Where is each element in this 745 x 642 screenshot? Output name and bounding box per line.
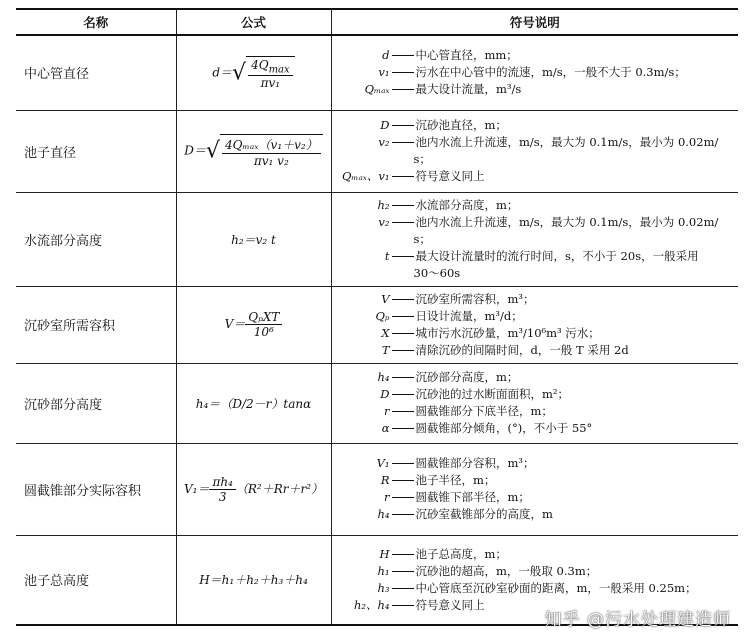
symbol-name: h₂ bbox=[377, 197, 390, 212]
row-symbols bbox=[331, 286, 738, 363]
symbol-name: v₂ bbox=[378, 135, 390, 149]
symbol-desc-cont: s； bbox=[413, 231, 431, 246]
row-symbols bbox=[331, 110, 738, 192]
symbol-desc: 沉砂池的超高，m，一般取 0.3m； bbox=[415, 563, 598, 578]
formula-denominator: 10⁶ bbox=[253, 325, 274, 339]
symbol-dash bbox=[392, 394, 414, 395]
formula-denominator: πv₁ v₂ bbox=[253, 154, 289, 168]
symbol-name: h₃ bbox=[377, 580, 390, 595]
symbol-name: H bbox=[379, 546, 390, 561]
symbol-dash bbox=[392, 142, 414, 143]
header-symbols: 符号说明 bbox=[331, 9, 738, 35]
symbol-name: v₂ bbox=[378, 214, 390, 229]
row-name: 池子总高度 bbox=[16, 535, 176, 625]
formula-table bbox=[16, 8, 738, 626]
symbol-name: V bbox=[381, 291, 390, 306]
row-name: 沉砂室所需容积 bbox=[16, 286, 176, 363]
symbol-name: α bbox=[381, 421, 390, 435]
formula-sub: max bbox=[268, 63, 290, 75]
symbol-line bbox=[332, 369, 733, 386]
symbol-dash bbox=[392, 428, 414, 429]
symbol-dash bbox=[392, 480, 414, 481]
symbol-desc: 圆截锥部分下底半径，m； bbox=[415, 404, 553, 418]
symbol-name: r bbox=[384, 490, 390, 504]
symbol-name: r bbox=[384, 404, 390, 418]
formula-fraction bbox=[222, 136, 321, 168]
symbol-desc: 中心管直径，mm； bbox=[415, 48, 518, 63]
row-formula bbox=[176, 35, 331, 110]
row-formula bbox=[176, 110, 331, 192]
formula-denominator: 3 bbox=[218, 489, 227, 504]
symbol-dash bbox=[392, 571, 414, 572]
formula-text: H＝h₁＋h₂＋h₃＋h₄ bbox=[199, 573, 308, 588]
formula-numerator: QₚXT bbox=[245, 310, 282, 325]
symbol-desc: 最大设计流量时的流行时间，s，不小于 20s，一般采用 bbox=[415, 248, 699, 263]
row-formula bbox=[176, 192, 331, 286]
symbol-dash bbox=[392, 125, 414, 126]
symbol-desc-cont: 30～60s bbox=[413, 265, 461, 280]
symbol-line bbox=[332, 214, 733, 231]
row-name: 池子直径 bbox=[16, 110, 176, 192]
symbol-line bbox=[332, 81, 733, 98]
equals-sign: ＝ bbox=[220, 65, 233, 80]
row-symbols bbox=[331, 35, 738, 110]
table-row bbox=[16, 363, 738, 443]
symbol-line bbox=[332, 47, 733, 64]
symbol-desc: 清除沉砂的间隔时间，d，一般 T 采用 2d bbox=[415, 342, 629, 357]
symbol-desc: 池子半径，m； bbox=[415, 473, 496, 487]
symbol-name: D bbox=[380, 118, 390, 132]
symbol-line bbox=[332, 489, 733, 506]
symbol-desc: 沉砂室所需容积，m³； bbox=[415, 291, 535, 306]
symbol-dash bbox=[392, 588, 414, 589]
formula-numerator: $4Q_{max}$ bbox=[248, 58, 293, 76]
table-row bbox=[16, 192, 738, 286]
formula-fraction bbox=[248, 58, 293, 90]
formula-numerator: 4Qₘₐₓ（v₁＋v₂） bbox=[222, 136, 321, 154]
table-row bbox=[16, 443, 738, 535]
symbol-line bbox=[332, 117, 733, 134]
symbol-name: h₄ bbox=[377, 507, 390, 521]
watermark: 知乎 @污水处理建造师 bbox=[544, 610, 731, 630]
symbol-line bbox=[332, 248, 733, 265]
symbol-line bbox=[332, 64, 733, 81]
symbol-dash bbox=[392, 222, 414, 223]
symbol-dash bbox=[392, 377, 414, 378]
symbol-dash bbox=[392, 333, 414, 334]
symbol-dash bbox=[392, 55, 414, 56]
symbol-name: D bbox=[380, 387, 390, 401]
symbol-dash bbox=[392, 256, 414, 257]
symbol-dash bbox=[392, 411, 414, 412]
symbol-desc: 圆截锥下部半径，m； bbox=[415, 490, 530, 504]
row-symbols bbox=[331, 443, 738, 535]
row-formula bbox=[176, 286, 331, 363]
symbol-line bbox=[332, 134, 733, 151]
symbol-dash bbox=[392, 72, 414, 73]
formula-fraction bbox=[209, 475, 235, 504]
symbol-desc: 沉砂部分高度，m； bbox=[415, 370, 519, 384]
radical-sign: √ bbox=[205, 138, 220, 164]
symbol-line bbox=[332, 455, 733, 472]
formula-lhs: V₁ bbox=[183, 481, 198, 496]
table-row bbox=[16, 35, 738, 110]
row-formula bbox=[176, 363, 331, 443]
symbol-name: v₁ bbox=[378, 65, 390, 80]
symbol-line bbox=[332, 546, 733, 563]
symbol-desc: 池内水流上升流速，m/s，最大为 0.1m/s，最小为 0.02m/ bbox=[415, 135, 719, 149]
symbol-desc: 水流部分高度，m； bbox=[415, 197, 519, 212]
symbol-name: Qₚ bbox=[375, 308, 390, 323]
radical-sign: √ bbox=[232, 60, 247, 86]
symbol-desc: 圆截锥部分倾角，(°)，不小于 55° bbox=[415, 421, 593, 435]
symbol-line bbox=[332, 420, 733, 437]
formula-text: h₄＝（D/2－r）tanα bbox=[195, 396, 312, 411]
symbol-desc: 沉砂池直径，m； bbox=[415, 118, 507, 132]
symbol-dash bbox=[392, 514, 414, 515]
row-name: 沉砂部分高度 bbox=[16, 363, 176, 443]
table-row bbox=[16, 110, 738, 192]
symbol-desc: 池内水流上升流速，m/s，最大为 0.1m/s，最小为 0.02m/ bbox=[415, 214, 719, 229]
formula-lhs: D bbox=[184, 143, 194, 158]
symbol-name: T bbox=[381, 342, 390, 357]
equals-sign: ＝ bbox=[233, 317, 246, 331]
symbol-line bbox=[332, 386, 733, 403]
symbol-name: V₁ bbox=[376, 456, 390, 470]
symbol-desc: 污水在中心管中的流速，m/s，一般不大于 0.3m/s； bbox=[415, 65, 686, 80]
row-symbols bbox=[331, 192, 738, 286]
symbol-dash bbox=[392, 605, 414, 606]
symbol-line bbox=[332, 506, 733, 523]
formula-denominator: πv₁ bbox=[260, 75, 281, 90]
row-name: 中心管直径 bbox=[16, 35, 176, 110]
row-name: 圆截锥部分实际容积 bbox=[16, 443, 176, 535]
symbol-desc: 中心管底至沉砂室砂面的距离，m，一般采用 0.25m； bbox=[415, 580, 697, 595]
symbol-dash bbox=[392, 463, 414, 464]
formula-lhs: d bbox=[212, 65, 221, 80]
header-name: 名称 bbox=[16, 9, 176, 35]
symbol-line bbox=[332, 342, 733, 359]
symbol-desc: 圆截锥部分容积，m³； bbox=[415, 456, 535, 470]
symbol-name: t bbox=[384, 248, 390, 263]
symbol-dash bbox=[392, 497, 414, 498]
symbol-line bbox=[332, 580, 733, 597]
row-formula bbox=[176, 443, 331, 535]
sqrt-body bbox=[246, 56, 295, 90]
symbol-name: X bbox=[381, 325, 390, 340]
symbol-dash bbox=[392, 350, 414, 351]
row-formula bbox=[176, 535, 331, 625]
equals-sign: ＝ bbox=[193, 143, 206, 158]
symbol-line bbox=[332, 197, 733, 214]
symbol-dash bbox=[392, 176, 414, 177]
symbol-name: Qₘₐₓ bbox=[364, 82, 390, 97]
symbol-desc: 符号意义同上 bbox=[415, 597, 485, 612]
symbol-dash bbox=[392, 554, 414, 555]
symbol-name: R bbox=[380, 473, 390, 487]
symbol-dash bbox=[392, 299, 414, 300]
symbol-line bbox=[332, 168, 733, 185]
symbol-name: Qₘₐₓ、v₁ bbox=[342, 169, 390, 183]
table-header-row bbox=[16, 9, 738, 35]
symbol-name: h₄ bbox=[377, 370, 390, 384]
symbol-desc: 日设计流量，m³/d； bbox=[415, 308, 523, 323]
formula-tail: （R²＋Rr＋r²） bbox=[235, 481, 324, 496]
symbol-dash bbox=[392, 89, 414, 90]
formula-lhs: V bbox=[224, 317, 234, 331]
row-name: 水流部分高度 bbox=[16, 192, 176, 286]
symbol-desc: 沉砂池的过水断面面积，m²； bbox=[415, 387, 570, 401]
symbol-desc: 池子总高度，m； bbox=[415, 546, 507, 561]
row-symbols bbox=[331, 363, 738, 443]
sqrt-body bbox=[220, 134, 323, 168]
symbol-line bbox=[332, 403, 733, 420]
header-formula: 公式 bbox=[176, 9, 331, 35]
equals-sign: ＝ bbox=[197, 481, 210, 496]
symbol-line bbox=[332, 563, 733, 580]
table-row bbox=[16, 286, 738, 363]
symbol-desc-cont: s； bbox=[413, 152, 431, 166]
symbol-line bbox=[332, 325, 733, 342]
symbol-desc: 城市污水沉砂量，m³/10⁶m³ 污水； bbox=[415, 325, 600, 340]
symbol-desc: 最大设计流量，m³/s bbox=[415, 82, 522, 97]
symbol-dash bbox=[392, 316, 414, 317]
symbol-desc: 符号意义同上 bbox=[415, 169, 485, 183]
symbol-desc: 沉砂室截锥部分的高度，m bbox=[415, 507, 553, 521]
symbol-line bbox=[332, 472, 733, 489]
symbol-name: h₂、h₄ bbox=[353, 597, 390, 612]
symbol-name: h₁ bbox=[377, 563, 390, 578]
symbol-dash bbox=[392, 205, 414, 206]
formula-fraction bbox=[245, 310, 282, 339]
symbol-line bbox=[332, 308, 733, 325]
formula-numerator: πh₄ bbox=[209, 475, 235, 490]
symbol-name: d bbox=[382, 48, 390, 63]
formula-text: h₂＝v₂ t bbox=[231, 232, 276, 247]
symbol-line bbox=[332, 291, 733, 308]
